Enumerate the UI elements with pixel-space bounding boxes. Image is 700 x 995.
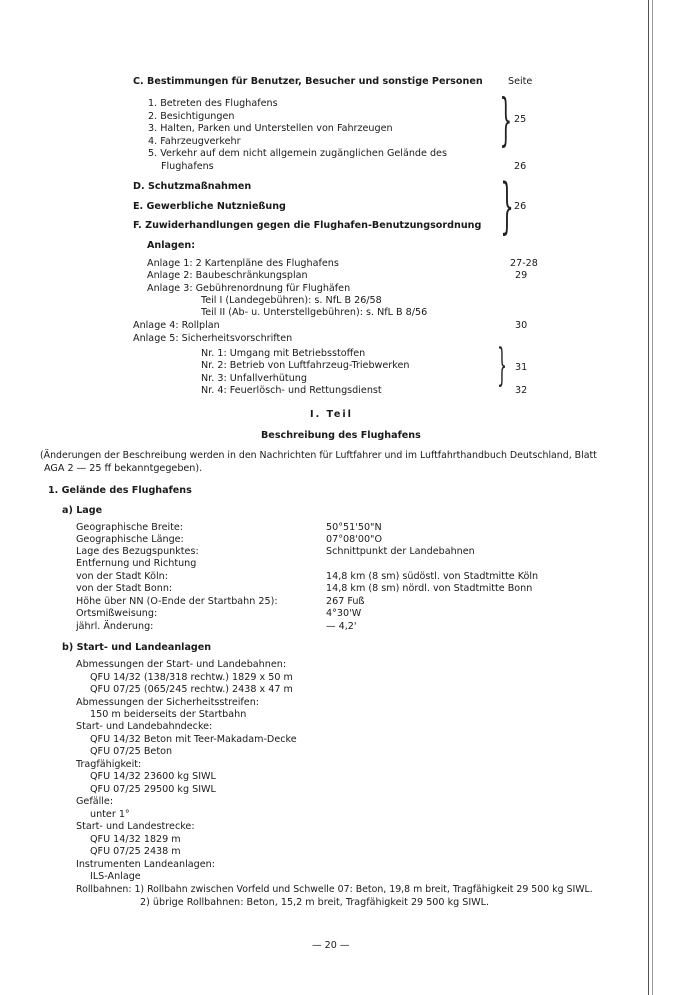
section-f-heading: F. Zuwiderhandlungen gegen die Flughafen-Benutzungsordnung [133, 220, 482, 231]
start-line-4: Abmessungen der Sicherheitsstreifen: [76, 697, 260, 708]
anlage-3-teil-2: Teil II (Ab- u. Unterstellgebühren): s. NfL B 8/56 [201, 307, 428, 318]
section-c-item-5: 5. Verkehr auf dem nicht allgemein zugänglichen Gelände des [148, 148, 447, 159]
lage-value-2: 07°08'00"O [326, 534, 383, 545]
lage-value-9: — 4,2' [326, 621, 357, 632]
brace-def: } [500, 171, 514, 241]
start-line-13: unter 1° [90, 809, 130, 820]
page-edge-line [648, 0, 649, 995]
anlage-2-page: 29 [515, 270, 528, 281]
lage-label-2: Geographische Länge: [76, 534, 184, 545]
anlage-3: Anlage 3: Gebührenordnung für Flughäfen [147, 283, 351, 294]
rollbahnen-line-1: Rollbahnen: 1) Rollbahn zwischen Vorfeld und Schwelle 07: Beton, 19,8 m breit, Tragfähigkeit 29 500 kg SIWL. [76, 884, 593, 895]
rollbahnen-line-2: 2) übrige Rollbahnen: Beton, 15,2 m breit, Tragfähigkeit 29 500 kg SIWL. [140, 897, 490, 908]
page-c-1-4: 25 [514, 114, 527, 125]
anlage-4-page: 30 [515, 320, 528, 331]
start-line-3: QFU 07/25 (065/245 rechtw.) 2438 x 47 m [90, 684, 293, 695]
start-line-14: Start- und Landestrecke: [76, 821, 195, 832]
anlage-5-nr-1: Nr. 1: Umgang mit Betriebsstoffen [201, 348, 366, 359]
start-line-7: QFU 14/32 Beton mit Teer-Makadam-Decke [90, 734, 297, 745]
lage-value-1: 50°51'50"N [326, 522, 382, 533]
anlagen-heading: Anlagen: [147, 240, 196, 251]
section-c-item-4: 4. Fahrzeugverkehr [148, 136, 241, 147]
start-line-5: 150 m beiderseits der Startbahn [90, 709, 247, 720]
lage-label-3: Lage des Bezugspunktes: [76, 546, 199, 557]
section-c-item-5-cont: Flughafens [161, 161, 214, 172]
start-line-9: Tragfähigkeit: [76, 759, 142, 770]
page-number: — 20 — [312, 940, 350, 951]
seite-label: Seite [508, 76, 533, 87]
anlage-5: Anlage 5: Sicherheitsvorschriften [133, 333, 293, 344]
start-line-10: QFU 14/32 23600 kg SIWL [90, 771, 216, 782]
lage-label-5: von der Stadt Köln: [76, 571, 168, 582]
anlage-4: Anlage 4: Rollplan [133, 320, 220, 331]
page-edge-line-2 [652, 0, 653, 995]
anlage-1: Anlage 1: 2 Kartenpläne des Flughafens [147, 258, 339, 269]
start-line-1: Abmessungen der Start- und Landebahnen: [76, 659, 287, 670]
anlage-5-nr-1-3-page: 31 [515, 362, 528, 373]
anlage-5-nr-4: Nr. 4: Feuerlösch- und Rettungsdienst [201, 385, 382, 396]
start-line-2: QFU 14/32 (138/318 rechtw.) 1829 x 50 m [90, 672, 293, 683]
lage-value-7: 267 Fuß [326, 596, 365, 607]
lage-label-1: Geographische Breite: [76, 522, 184, 533]
anlage-5-nr-4-page: 32 [515, 385, 528, 396]
lage-label-7: Höhe über NN (O-Ende der Startbahn 25): [76, 596, 278, 607]
anlage-5-nr-3: Nr. 3: Unfallverhütung [201, 373, 307, 384]
page-c-5: 26 [514, 161, 527, 172]
lage-label-8: Ortsmißweisung: [76, 608, 158, 619]
part-intro-line-1: (Änderungen der Beschreibung werden in den Nachrichten für Luftfahrer und im Luftfahrthandbuch Deutschland, Blatt [40, 450, 597, 461]
start-line-6: Start- und Landebahndecke: [76, 721, 213, 732]
anlage-3-teil-1: Teil I (Landegebühren): s. NfL B 26/58 [201, 295, 382, 306]
page-def: 26 [514, 201, 527, 212]
start-line-15: QFU 14/32 1829 m [90, 834, 181, 845]
start-line-18: ILS-Anlage [90, 871, 141, 882]
section-c-item-1: 1. Betreten des Flughafens [148, 98, 278, 109]
part-subtitle: Beschreibung des Flughafens [261, 430, 421, 441]
lage-value-5: 14,8 km (8 sm) südöstl. von Stadtmitte Köln [326, 571, 539, 582]
start-line-12: Gefälle: [76, 796, 114, 807]
anlage-2: Anlage 2: Baubeschränkungsplan [147, 270, 308, 281]
lage-label-4: Entfernung und Richtung [76, 558, 197, 569]
lage-heading: a) Lage [62, 505, 103, 516]
brace-c: } [499, 88, 513, 153]
lage-value-3: Schnittpunkt der Landebahnen [326, 546, 475, 557]
anlage-1-page: 27-28 [510, 258, 538, 269]
brace-nr: } [497, 340, 507, 391]
start-heading: b) Start- und Landeanlagen [62, 642, 212, 653]
section-d-heading: D. Schutzmaßnahmen [133, 181, 252, 192]
start-line-16: QFU 07/25 2438 m [90, 846, 181, 857]
start-line-17: Instrumenten Landeanlagen: [76, 859, 215, 870]
lage-value-8: 4°30'W [326, 608, 362, 619]
section-c-item-3: 3. Halten, Parken und Unterstellen von Fahrzeugen [148, 123, 393, 134]
part-intro-line-2: AGA 2 — 25 ff bekanntgegeben). [44, 463, 203, 474]
lage-label-9: jährl. Änderung: [76, 621, 154, 632]
anlage-5-nr-2: Nr. 2: Betrieb von Luftfahrzeug-Triebwerken [201, 360, 410, 371]
gelaende-heading: 1. Gelände des Flughafens [48, 485, 192, 496]
section-c-heading: C. Bestimmungen für Benutzer, Besucher und sonstige Personen [133, 76, 483, 87]
part-title: I. Teil [310, 409, 353, 420]
start-line-8: QFU 07/25 Beton [90, 746, 173, 757]
lage-value-6: 14,8 km (8 sm) nördl. von Stadtmitte Bonn [326, 583, 533, 594]
lage-label-6: von der Stadt Bonn: [76, 583, 173, 594]
start-line-11: QFU 07/25 29500 kg SIWL [90, 784, 216, 795]
section-c-item-2: 2. Besichtigungen [148, 111, 235, 122]
section-e-heading: E. Gewerbliche Nutznießung [133, 201, 286, 212]
